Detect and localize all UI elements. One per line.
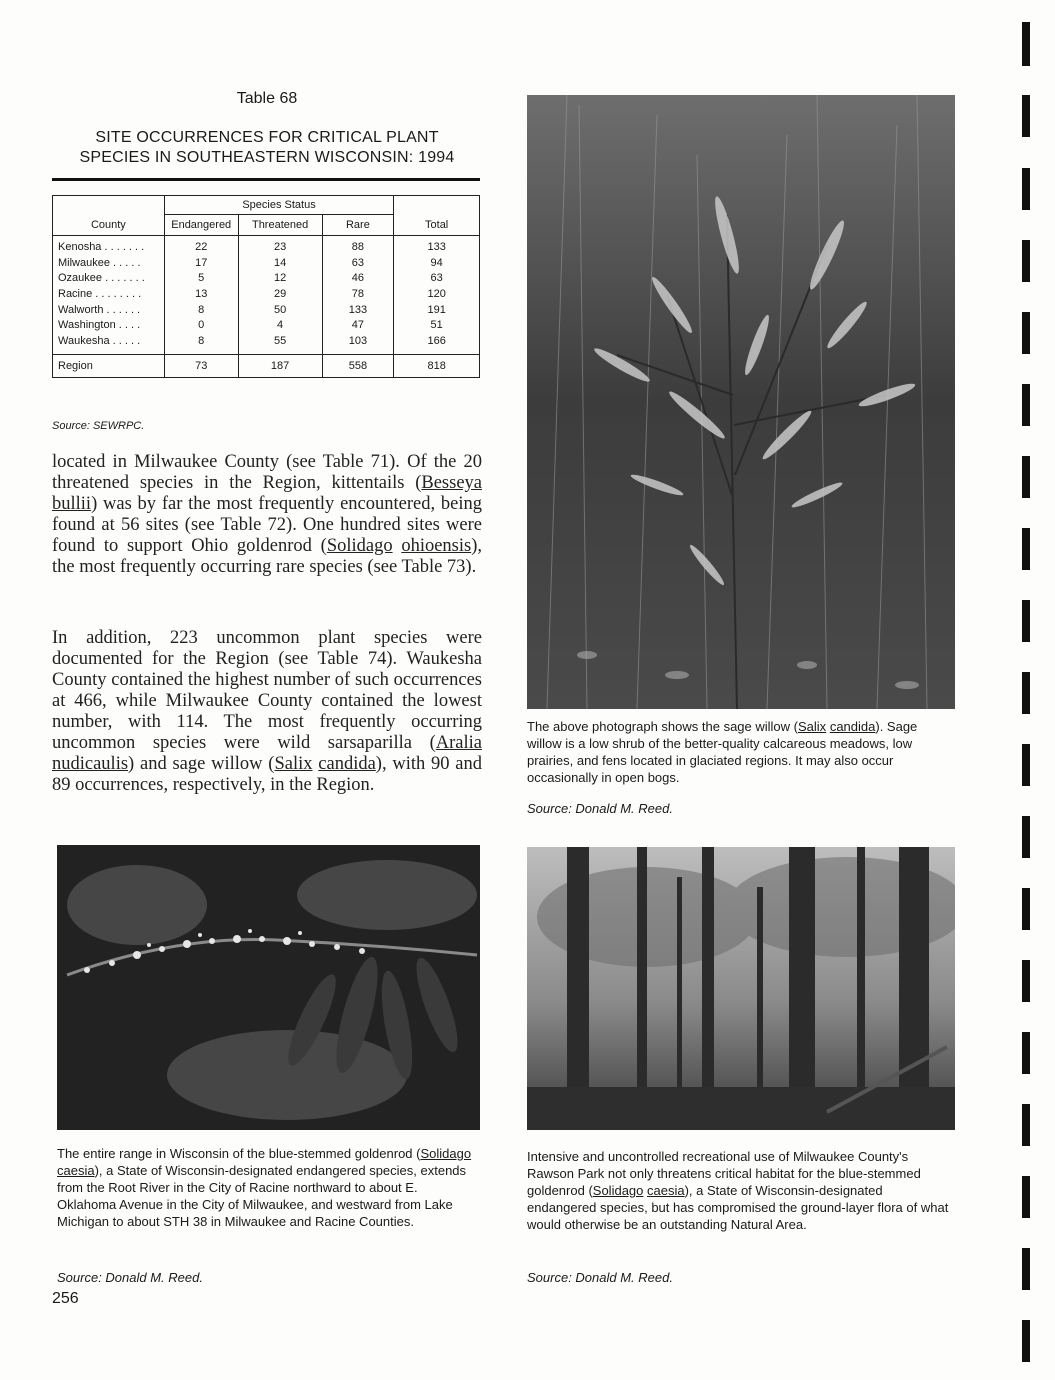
cell-total: 51: [394, 318, 480, 334]
cell-county: Kenosha . . . . . . .: [58, 241, 145, 254]
table-top-rule: [52, 178, 480, 181]
column-header-rare: Rare: [322, 215, 394, 236]
table-row: [53, 302, 480, 318]
text-run: ). Sage willow is a low shrub of the better-quality calcareous meadows, low prairies, and fens located in glaciated regions. It may also occur occasionally in open bogs.: [527, 719, 918, 785]
binding-mark: [1022, 1176, 1030, 1218]
table-row: [53, 236, 480, 256]
binding-mark: [1022, 1320, 1030, 1362]
species-genus: Salix: [274, 754, 313, 774]
species-epithet: candida: [318, 754, 376, 774]
cell-endangered: 5: [164, 271, 238, 287]
site-occurrence-table: [52, 178, 480, 378]
text-run: ) and sage willow (: [128, 754, 275, 774]
sage-willow-caption: [527, 718, 955, 786]
cell-county: Washington . . . .: [58, 319, 141, 332]
binding-mark: [1022, 1104, 1030, 1146]
sage-willow-photo: [527, 95, 955, 709]
cell-endangered: 17: [164, 256, 238, 272]
willow-photo-graphic: [527, 95, 955, 709]
county-header-spacer: [53, 196, 165, 215]
binding-mark: [1022, 744, 1030, 786]
binding-mark: [1022, 528, 1030, 570]
cell-rare: 88: [322, 236, 394, 256]
species-genus: Solidago: [592, 1183, 644, 1198]
text-run: ), the most frequently occurring rare species (see Table 73).: [52, 536, 482, 577]
cell-threatened: 12: [238, 271, 322, 287]
binding-mark: [1022, 960, 1030, 1002]
species-status-header: Species Status: [164, 196, 394, 215]
cell-threatened: 55: [238, 334, 322, 355]
cell-rare: 63: [322, 256, 394, 272]
cell-rare: 46: [322, 271, 394, 287]
text-run: located in Milwaukee County (see Table 71). Of the 20 threatened species in the Region, kittentails (: [52, 452, 482, 493]
rawson-park-photo: [527, 847, 955, 1130]
binding-mark: [1022, 168, 1030, 210]
rawson-park-source: Source: Donald M. Reed.: [527, 1270, 673, 1285]
binding-mark: [1022, 1032, 1030, 1074]
species-epithet: bullii: [52, 494, 92, 514]
text-run: ), with 90 and 89 occurrences, respectively, in the Region.: [52, 754, 483, 795]
table-title: [52, 128, 482, 168]
cell-total: 120: [394, 287, 480, 303]
text-run: In addition, 223 uncommon plant species were documented for the Region (see Table 74). Waukesha County contained the highest number of such occurrences at 466, while Milwaukee County contained the lowest number, with 114. The most frequently occurring uncommon species were wild sarsaparilla (: [52, 628, 482, 753]
cell-threatened: 14: [238, 256, 322, 272]
cell-total: 63: [394, 271, 480, 287]
table-title-line-2: SPECIES IN SOUTHEASTERN WISCONSIN: 1994: [79, 149, 455, 166]
cell-rare: 47: [322, 318, 394, 334]
binding-mark: [1022, 312, 1030, 354]
text-run: Intensive and uncontrolled recreational use of Milwaukee County's Rawson Park not only threatens critical habitat for the blue-stemmed goldenrod (: [527, 1149, 921, 1198]
cell-endangered: 22: [164, 236, 238, 256]
species-epithet: candida: [829, 719, 876, 734]
binding-mark: [1022, 888, 1030, 930]
binding-mark: [1022, 1248, 1030, 1290]
goldenrod-photo: [57, 845, 480, 1130]
cell-threatened: 50: [238, 302, 322, 318]
cell-endangered: 8: [164, 302, 238, 318]
text-run: ) was by far the most frequently encountered, being found at 56 sites (see Table 72). One hundred sites were found to support Ohio goldenrod (: [52, 494, 482, 556]
cell-total-threatened: 187: [238, 355, 322, 378]
cell-total: 94: [394, 256, 480, 272]
body-paragraph-1: [52, 452, 482, 578]
column-header-county: County: [53, 215, 165, 236]
cell-total-rare: 558: [322, 355, 394, 378]
species-epithet: caesia: [647, 1183, 685, 1198]
data-table: [52, 195, 480, 378]
binding-mark: [1022, 456, 1030, 498]
cell-grand-total: 818: [394, 355, 480, 378]
cell-county: Milwaukee . . . . .: [58, 256, 141, 269]
table-total-row: [53, 355, 480, 378]
table-row: [53, 287, 480, 303]
column-header-total: Total: [394, 215, 480, 236]
binding-mark: [1022, 672, 1030, 714]
binding-mark: [1022, 600, 1030, 642]
table-row: [53, 271, 480, 287]
column-header-threatened: Threatened: [238, 215, 322, 236]
text-run: The entire range in Wisconsin of the blue-stemmed goldenrod (: [57, 1146, 421, 1161]
cell-total: 191: [394, 302, 480, 318]
species-genus: Salix: [798, 719, 827, 734]
species-epithet: nudicaulis: [52, 754, 129, 774]
text-run: ), a State of Wisconsin-designated endangered species, extends from the Root River in the City of Racine northward to about E. Oklahoma Avenue in the City of Milwaukee, and westward from Lake Michigan to about STH 38 in Milwaukee and Racine Counties.: [57, 1163, 467, 1229]
binding-mark: [1022, 816, 1030, 858]
rawson-park-caption: [527, 1148, 955, 1233]
species-epithet: caesia: [57, 1163, 95, 1178]
column-header-endangered: Endangered: [164, 215, 238, 236]
table-row: [53, 256, 480, 272]
binding-mark: [1022, 95, 1030, 137]
cell-rare: 78: [322, 287, 394, 303]
cell-total-endangered: 73: [164, 355, 238, 378]
body-paragraph-2: [52, 628, 482, 796]
cell-county: Walworth . . . . . .: [58, 303, 141, 316]
cell-rare: 103: [322, 334, 394, 355]
cell-total: 133: [394, 236, 480, 256]
total-header-spacer: [394, 196, 480, 215]
table-title-line-1: SITE OCCURRENCES FOR CRITICAL PLANT: [95, 129, 439, 146]
table-row: [53, 318, 480, 334]
cell-total: 166: [394, 334, 480, 355]
sage-willow-source: Source: Donald M. Reed.: [527, 801, 673, 816]
goldenrod-caption: [57, 1145, 480, 1230]
cell-threatened: 23: [238, 236, 322, 256]
species-genus: Solidago: [326, 536, 393, 556]
text-run: ), a State of Wisconsin-designated endangered species, but has compromised the ground-layer flora of what would otherwise be an outstanding Natural Area.: [527, 1183, 949, 1232]
cell-threatened: 4: [238, 318, 322, 334]
binding-mark: [1022, 240, 1030, 282]
page-number: 256: [52, 1290, 79, 1307]
table-source: Source: SEWRPC.: [52, 420, 145, 432]
cell-county: Racine . . . . . . . .: [58, 288, 142, 301]
cell-endangered: 8: [164, 334, 238, 355]
goldenrod-photo-graphic: [57, 845, 480, 1130]
table-row: [53, 334, 480, 355]
table-label: Table 68: [236, 90, 298, 107]
cell-threatened: 29: [238, 287, 322, 303]
cell-rare: 133: [322, 302, 394, 318]
binding-mark: [1022, 384, 1030, 426]
park-photo-graphic: [527, 847, 955, 1130]
species-genus: Aralia: [435, 733, 482, 753]
species-genus: Besseya: [421, 473, 482, 493]
cell-region: Region: [53, 355, 165, 378]
goldenrod-source: Source: Donald M. Reed.: [57, 1270, 203, 1285]
cell-county: Waukesha . . . . .: [58, 334, 141, 347]
cell-endangered: 13: [164, 287, 238, 303]
binding-mark: [1022, 22, 1030, 66]
cell-endangered: 0: [164, 318, 238, 334]
cell-county: Ozaukee . . . . . . .: [58, 272, 145, 285]
species-genus: Solidago: [420, 1146, 472, 1161]
species-epithet: ohioensis: [401, 536, 472, 556]
text-run: The above photograph shows the sage willow (: [527, 719, 798, 734]
